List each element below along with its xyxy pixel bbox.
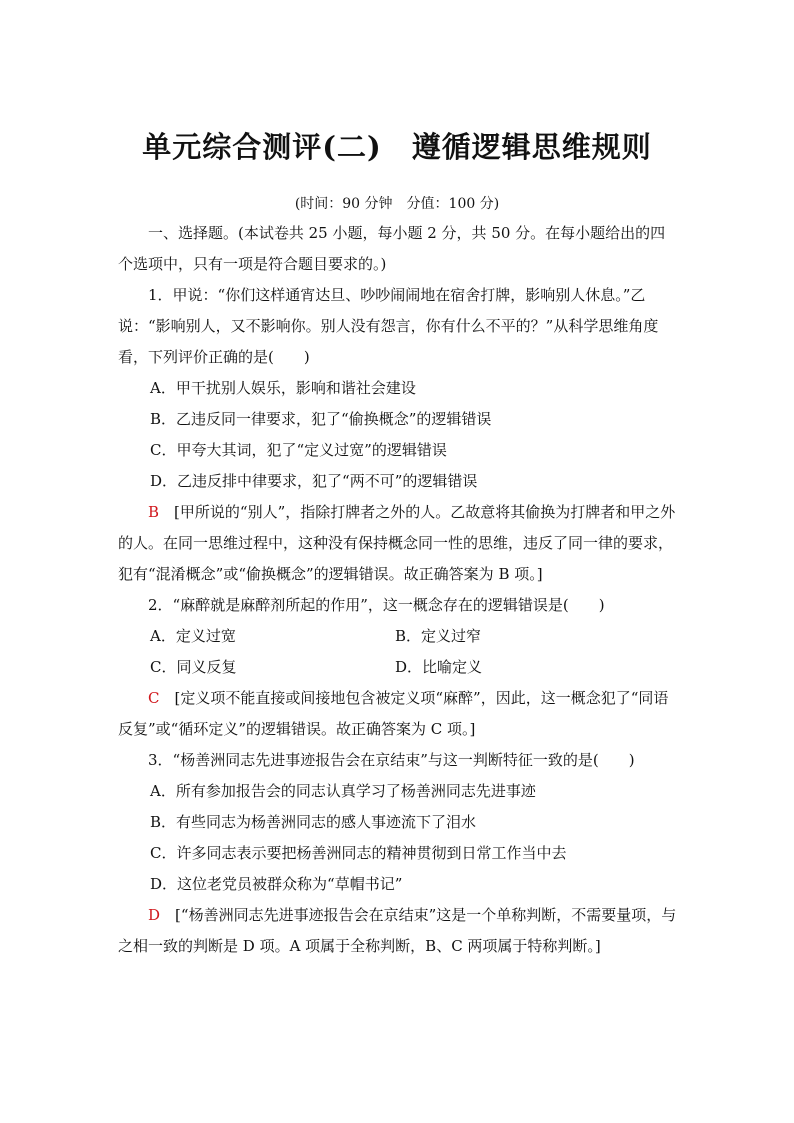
question-2-options-row-1 <box>118 621 678 652</box>
question-2-option-b: B．定义过窄 <box>395 627 482 645</box>
question-2-options-row-2 <box>118 652 678 683</box>
question-3-option-c: C．许多同志表示要把杨善洲同志的精神贯彻到日常工作当中去 <box>150 844 567 862</box>
question-2-stem: 2．“麻醉就是麻醉剂所起的作用”，这一概念存在的逻辑错误是( ) <box>148 596 605 614</box>
question-2-option-d: D．比喻定义 <box>395 658 483 676</box>
question-3-explanation: [“杨善洲同志先进事迹报告会在京结束”这是一个单称判断，不需要量项，与之相一致的判断是 D 项。A 项属于全称判断，B、C 两项属于特称判断。] <box>118 906 677 955</box>
question-3-option-d: D．这位老党员被群众称为“草帽书记” <box>150 875 403 893</box>
question-2-option-c: C．同义反复 <box>150 658 237 676</box>
question-3-stem: 3．“杨善洲同志先进事迹报告会在京结束”与这一判断特征一致的是( ) <box>148 751 635 769</box>
page-title: 单元综合测评(二) 遵循逻辑思维规则 <box>142 130 652 164</box>
question-1-answer: B <box>148 503 160 521</box>
question-2-explanation: [定义项不能直接或间接地包含被定义项“麻醉”，因此，这一概念犯了“同语反复”或“循环定义”的逻辑错误。故正确答案为 C 项。] <box>118 689 669 738</box>
question-3-answer-block <box>118 900 678 962</box>
question-1-stem: 1．甲说：“你们这样通宵达旦、吵吵闹闹地在宿舍打牌，影响别人休息。”乙说：“影响别人，又不影响你。别人没有怨言，你有什么不平的？”从科学思维角度看，下列评价正确的是( ) <box>118 286 659 366</box>
question-3-answer: D <box>148 906 161 924</box>
question-1-option-c: C．甲夸大其词，犯了“定义过宽”的逻辑错误 <box>150 441 447 459</box>
section-heading: 一、选择题。(本试卷共 25 小题，每小题 2 分，共 50 分。在每小题给出的四个选项中，只有一项是符合题目要求的。) <box>118 224 666 273</box>
question-2-answer-block <box>118 683 678 745</box>
question-3-option-b: B．有些同志为杨善洲同志的感人事迹流下了泪水 <box>150 813 477 831</box>
question-2-answer: C <box>148 689 160 707</box>
question-2-option-a: A．定义过宽 <box>150 627 236 645</box>
document-body <box>118 218 678 962</box>
question-3-option-a: A．所有参加报告会的同志认真学习了杨善洲同志先进事迹 <box>150 782 536 800</box>
question-1-explanation: [甲所说的“别人”，指除打牌者之外的人。乙故意将其偷换为打牌者和甲之外的人。在同一思维过程中，这种没有保持概念同一性的思维，违反了同一律的要求，犯有“混淆概念”或“偷换概念”的逻辑错误。故正确答案为 B 项。] <box>118 503 676 583</box>
question-1-option-a: A．甲干扰别人娱乐，影响和谐社会建设 <box>150 379 416 397</box>
time-score-info: (时间：90 分钟 分值：100 分) <box>294 196 500 212</box>
question-1-answer-block <box>118 497 678 590</box>
question-1-option-d: D．乙违反排中律要求，犯了“两不可”的逻辑错误 <box>150 472 478 490</box>
question-1-option-b: B．乙违反同一律要求，犯了“偷换概念”的逻辑错误 <box>150 410 492 428</box>
